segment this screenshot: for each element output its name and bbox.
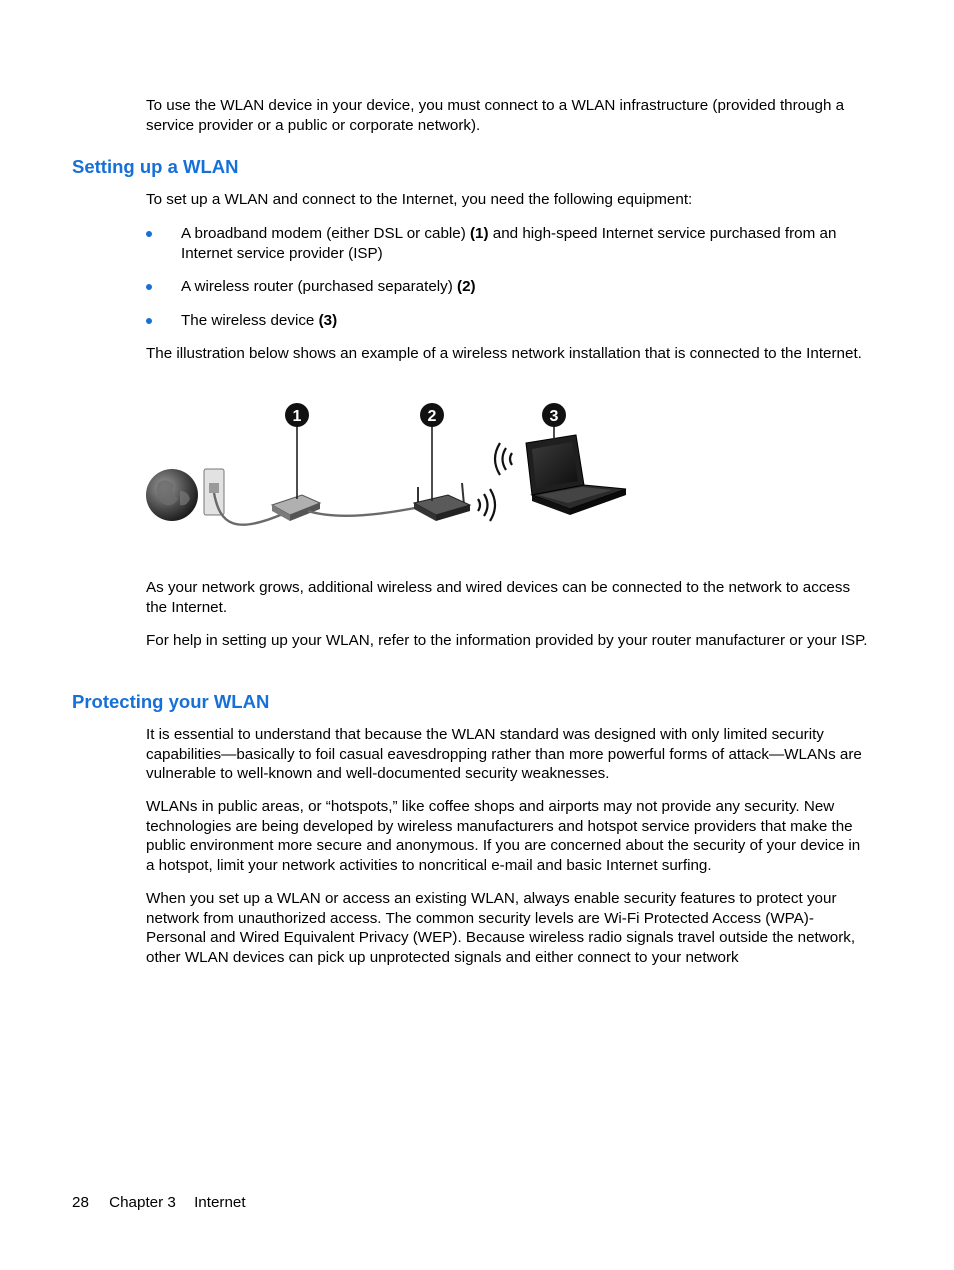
wall-jack-icon (204, 469, 224, 515)
page-number: 28 (72, 1194, 89, 1211)
router-signal-icon (478, 489, 495, 521)
laptop-signal-icon (495, 443, 512, 475)
help-paragraph: For help in setting up your WLAN, refer to the information provided by your router manufacturer or your ISP. (146, 632, 868, 649)
bullet-text: A wireless router (purchased separately) (181, 278, 458, 295)
laptop-icon (526, 435, 626, 515)
section-heading-protecting: Protecting your WLAN (72, 691, 270, 712)
callout-badge-2 (420, 403, 444, 427)
security-paragraph-2: WLANs in public areas, or “hotspots,” like coffee shops and airports may not provide any security. New technologies are being developed by wireless manufacturers and hotspot service providers that make the public environment more secure and anonymous. If you are concerned about the security of your device in a hotspot, limit your network activities to noncritical e-mail and basic Internet surfing. (146, 798, 861, 874)
callout-badge-3 (542, 403, 566, 427)
modem-icon (272, 495, 320, 521)
page-footer (72, 1193, 262, 1212)
security-paragraph-3: When you set up a WLAN or access an existing WLAN, always enable security features to protect your network from unauthorized access. The common security levels are Wi-Fi Protected Access (WPA)-Personal and Wired Equivalent Privacy (WEP). Because wireless radio signals travel outside the network, other WLAN devices can pick up unprotected signals and either connect to your network (146, 890, 856, 966)
illustration-intro-paragraph: The illustration below shows an example of a wireless network installation that is connected to the Internet. (146, 345, 862, 362)
bullet-callout: (3) (318, 312, 338, 329)
bullet-dot-icon (146, 318, 152, 324)
callout-badge-1 (285, 403, 309, 427)
chapter-title: Internet (194, 1194, 246, 1211)
bullet-callout: (2) (457, 278, 476, 295)
callout-number: 2 (427, 408, 437, 425)
section-heading-setting-up: Setting up a WLAN (72, 156, 239, 177)
bullet-dot-icon (146, 284, 152, 290)
cable-modem-to-router (308, 507, 420, 516)
intro-paragraph: To use the WLAN device in your device, you must connect to a WLAN infrastructure (provided through a service provider or a public or corporate network). (146, 97, 845, 134)
callout-number: 3 (549, 408, 559, 425)
network-growth-paragraph: As your network grows, additional wireless and wired devices can be connected to the network to access the Internet. (146, 579, 851, 616)
chapter-label: Chapter 3 (109, 1194, 176, 1211)
bullet-dot-icon (146, 231, 152, 237)
globe-icon (146, 469, 198, 521)
equipment-lead-paragraph: To set up a WLAN and connect to the Internet, you need the following equipment: (146, 191, 693, 208)
bullet-text-after: and high-speed Internet service purchased from an Internet service provider (ISP) (181, 225, 837, 262)
router-icon (414, 483, 470, 521)
wireless-network-illustration (140, 395, 640, 545)
security-paragraph-1: It is essential to understand that because the WLAN standard was designed with only limited security capabilities—basically to foil casual eavesdropping rather than more powerful forms of attack—WLANs are vulnerable to well-known and well-documented security weaknesses. (146, 726, 862, 782)
bullet-text: The wireless device (181, 312, 319, 329)
callout-number: 1 (292, 408, 302, 425)
bullet-text: A broadband modem (either DSL or cable) (181, 225, 470, 242)
bullet-callout: (1) (470, 225, 489, 242)
